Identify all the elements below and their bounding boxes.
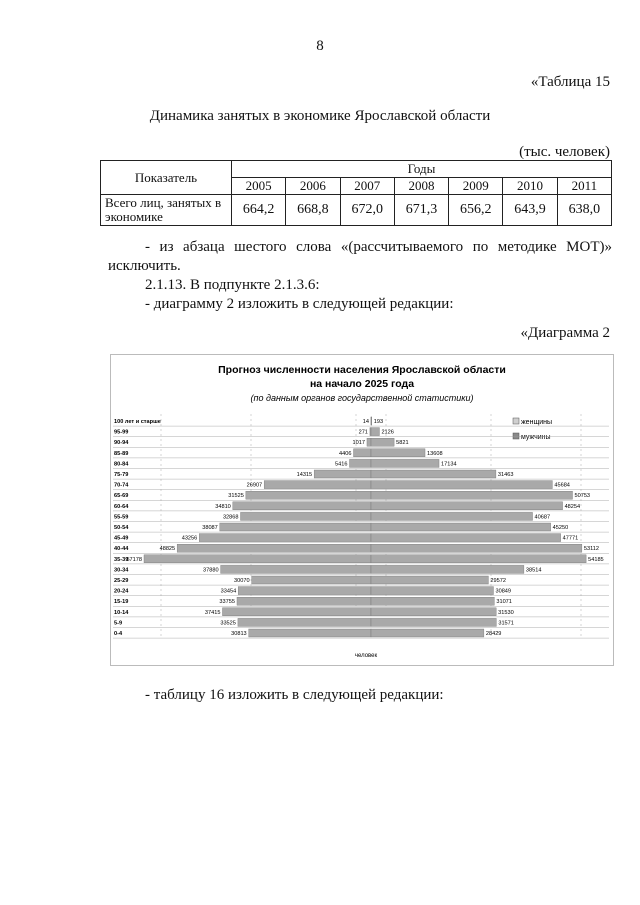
data-label-women: 45250 [552,525,569,531]
category-label: 95-99 [114,429,129,436]
value-cell: 668,8 [286,195,340,226]
data-label-women: 2126 [381,429,394,436]
legend-swatch-women [513,418,519,424]
category-label: 0-4 [114,631,123,637]
bar-men [264,481,371,489]
value-cell: 672,0 [340,195,394,226]
indicator-header: Показатель [101,161,232,195]
legend-label-women: женщины [521,419,553,426]
bar-women [371,459,439,467]
x-axis-label: человек [354,653,378,659]
bar-men [237,597,371,605]
bar-women [371,587,493,595]
diagram-reference: «Диаграмма 2 [520,325,610,341]
table-title: Динамика занятых в экономике Ярославской области [149,108,491,124]
table-reference: «Таблица 15 [530,74,610,90]
data-label-women: 50753 [574,493,591,500]
category-label: 60-64 [114,503,129,510]
bar-women [371,470,496,478]
data-label-men: 271 [358,429,368,436]
data-label-men: 33454 [220,588,237,595]
years-header: Годы [232,161,612,178]
year-cell: 2010 [503,178,557,195]
data-label-women: 29572 [490,578,506,584]
bar-men [314,470,371,478]
data-label-men: 33525 [220,620,236,627]
bar-women [371,428,379,436]
category-label: 50-54 [114,525,129,531]
bar-men [241,512,371,520]
data-label-women: 30849 [495,588,512,595]
bar-men [367,438,371,446]
data-label-men: 26907 [246,482,263,489]
data-label-men: 30813 [231,631,247,637]
bar-women [371,618,496,626]
legend-label-men: мужчины [521,434,551,441]
bar-men [349,459,371,467]
category-label: 65-69 [114,493,129,500]
chart-title: Прогноз численности населения Ярославской области [218,364,506,376]
category-label: 80-84 [114,461,129,468]
category-label: 85-89 [114,450,129,457]
page-number: 8 [316,38,324,54]
data-label-men: 57178 [126,556,143,563]
bar-men [220,523,371,531]
data-label-men: 14 [362,419,369,425]
category-label: 20-24 [114,588,129,595]
category-label: 100 лет и старше [114,419,161,425]
value-cell: 671,3 [394,195,448,226]
bar-men [221,565,371,573]
bar-women [371,576,488,584]
data-label-women: 31463 [497,472,514,478]
category-label: 15-19 [114,599,129,606]
row-label: Всего лиц, занятых в экономике [101,195,232,226]
data-label-women: 17134 [441,461,457,468]
data-label-women: 31071 [496,599,512,606]
category-label: 10-14 [114,609,129,616]
data-label-men: 37415 [204,609,221,616]
category-label: 5-9 [114,620,123,627]
data-label-women: 28429 [485,631,502,637]
employment-table [100,160,612,226]
bar-women [371,512,533,520]
bar-women [371,438,394,446]
bar-men [233,502,371,510]
data-label-men: 43256 [181,535,198,542]
data-label-men: 4406 [339,450,352,457]
bar-men [199,534,371,542]
data-label-women: 40687 [534,514,551,521]
data-label-women: 38514 [525,567,542,574]
data-label-women: 54185 [588,556,604,563]
bar-men [252,576,371,584]
chart-svg [111,355,613,665]
data-label-women: 193 [373,419,384,425]
data-label-men: 33755 [219,599,235,606]
bar-women [371,534,561,542]
bar-men [354,449,371,457]
value-cell: 656,2 [449,195,503,226]
data-label-women: 13608 [427,450,443,457]
year-cell: 2005 [232,178,286,195]
data-label-men: 1017 [352,440,365,447]
value-cell: 664,2 [232,195,286,226]
bar-men [246,491,371,499]
data-label-women: 31530 [498,609,514,616]
data-label-women: 31571 [498,620,514,627]
bar-men [249,629,371,637]
chart-legend [513,418,552,441]
bar-men [222,608,371,616]
data-label-women: 45684 [554,482,570,489]
paragraph-amendment-3: - диаграмму 2 изложить в следующей редакции: [145,296,454,312]
value-cell: 643,9 [503,195,557,226]
year-cell: 2007 [340,178,394,195]
year-cell: 2008 [394,178,448,195]
category-label: 75-79 [114,472,129,478]
legend-swatch-men [513,433,519,439]
bar-women [371,544,582,552]
data-label-men: 34810 [215,503,231,510]
data-label-men: 32868 [222,514,239,521]
category-label: 25-29 [114,578,129,584]
category-label: 30-34 [114,567,129,574]
paragraph-amendment-4: - таблицу 16 изложить в следующей редакции: [145,687,444,703]
bar-women [371,608,496,616]
bar-men [177,544,371,552]
data-label-women: 5821 [396,440,409,447]
value-cell: 638,0 [557,195,611,226]
bar-women [371,417,372,425]
chart-bars [113,414,609,639]
data-label-men: 30070 [234,578,250,584]
table-unit: (тыс. человек) [519,144,610,160]
data-label-women: 47771 [562,535,579,542]
data-label-men: 48825 [159,546,176,553]
bar-women [371,629,484,637]
paragraph-amendment-2: 2.1.13. В подпункте 2.1.3.6: [145,277,320,293]
bar-men [144,555,371,563]
data-label-men: 37880 [203,567,219,574]
data-label-men: 31525 [228,493,244,500]
paragraph-amendment-1: - из абзаца шестого слова «(рассчитываемого по методике МОТ)» исключить. [108,239,612,274]
category-label: 45-49 [114,535,129,542]
data-label-women: 53112 [583,546,599,553]
chart-title-line2: на начало 2025 года [309,378,415,390]
data-label-men: 38087 [202,525,218,531]
bar-men [238,587,371,595]
chart-subtitle: (по данным органов государственной статистики) [250,393,474,403]
category-label: 40-44 [114,546,129,553]
data-label-women: 48254 [564,503,581,510]
year-cell: 2009 [449,178,503,195]
bar-women [371,502,563,510]
year-cell: 2006 [286,178,340,195]
category-label: 55-59 [114,514,129,521]
bar-women [371,491,572,499]
bar-women [371,523,551,531]
data-label-men: 5416 [335,461,348,468]
category-label: 35-39 [114,556,129,563]
data-label-men: 14315 [296,472,313,478]
bar-men [238,618,371,626]
bar-women [371,565,524,573]
category-label: 70-74 [114,482,129,489]
bar-women [371,597,494,605]
table-row [101,195,612,226]
bar-women [371,481,552,489]
bar-women [371,449,425,457]
year-cell: 2011 [557,178,611,195]
population-pyramid-chart [110,354,614,666]
category-label: 90-94 [114,440,129,447]
bar-women [371,555,586,563]
